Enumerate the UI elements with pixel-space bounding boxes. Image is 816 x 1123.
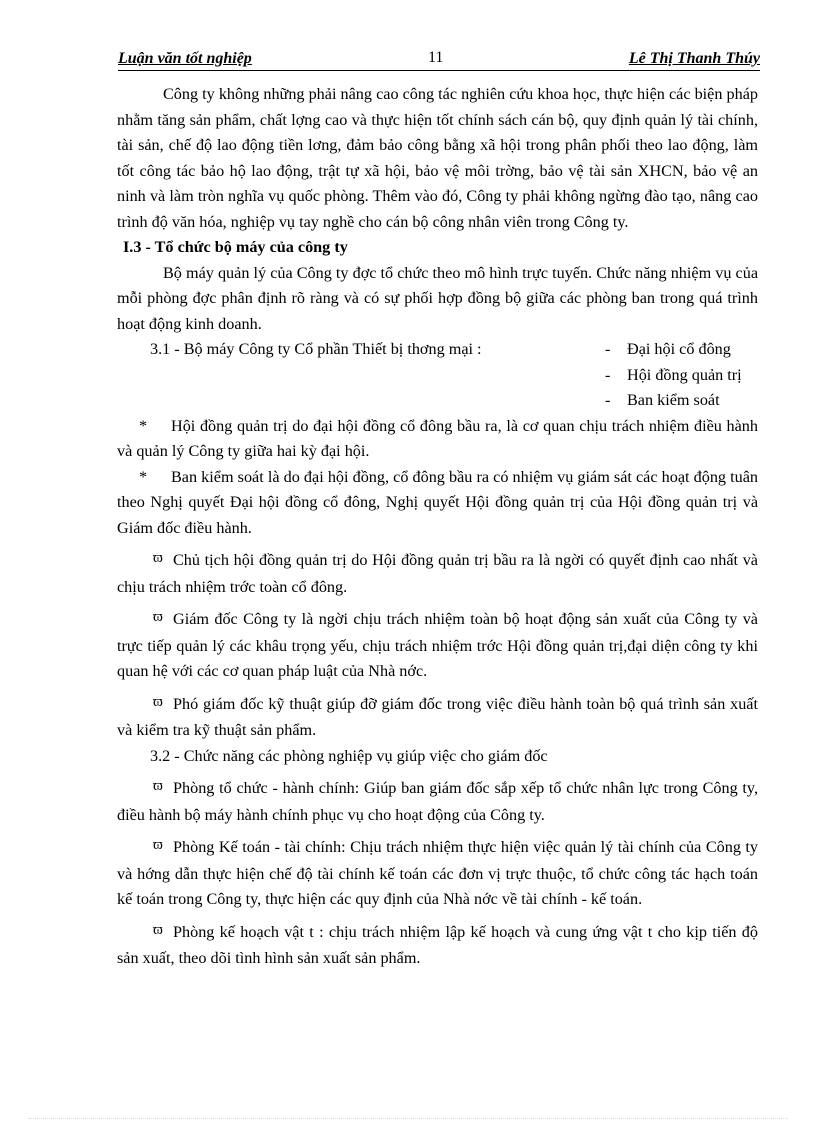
header-author-name: Lê Thị Thanh Thúy [628,50,760,67]
paragraph-text: Phòng kế hoạch vật t : chịu trách nhiệm lập kế hoạch và cung ứng vật t cho kịp tiến độ sản xuất, theo dõi tình hình sản xuất sản phẩm. [117,922,758,967]
paragraph-management-structure: Bộ máy quản lý của Công ty đợc tổ chức theo mô hình trực tuyến. Chức năng nhiệm vụ của mỗi phòng đợc phân định rõ ràng và có sự phối hợp đồng bộ giữa các phòng ban trong quá trình hoạt động kinh doanh. [117,263,758,333]
bullet-symbol-icon: ϖ [153,609,163,625]
list-item [605,337,731,363]
section-title: I.3 - Tổ chức bộ máy của công ty [123,238,348,256]
header-thesis-title: Luận văn tốt nghiệp [118,50,252,67]
paragraph-text: Giám đốc Công ty là ngời chịu trách nhiệm toàn bộ hoạt động sản xuất của Công ty và trực tiếp quản lý các khâu trọng yếu, chịu trách nhiệm trớc Hội đồng quản trị,đại diện công ty khi quan hệ với các cơ quan pháp luật của Nhà nớc. [117,610,758,680]
paragraph-deputy-director [117,692,758,744]
subsection-3-1-label: 3.1 - Bộ máy Công ty Cổ phần Thiết bị thơng mại : [150,340,482,358]
list-item [605,388,720,414]
page-bottom-divider [28,1118,788,1119]
paragraph-planning-dept [117,920,758,972]
dash-marker: - [605,365,611,384]
paragraph-supervisory-board [117,465,758,542]
paragraph-board-of-directors [117,414,758,465]
list-row [117,363,758,389]
paragraph-text: Hội đồng quản trị do đại hội đồng cổ đông bầu ra, là cơ quan chịu trách nhiệm điều hành và quản lý Công ty giữa hai kỳ đại hội. [117,416,758,460]
asterisk-marker: * [139,467,148,486]
paragraph-director [117,607,758,685]
list-item [605,363,742,389]
bullet-symbol-icon: ϖ [153,778,163,794]
document-body [117,82,758,972]
paragraph-chairman [117,548,758,600]
page-number: 11 [428,49,444,66]
paragraph-finance-dept [117,835,758,913]
paragraph-text: Chủ tịch hội đồng quản trị do Hội đồng quản trị bầu ra là ngời có quyết định cao nhất và chịu trách nhiệm trớc toàn cổ đông. [117,551,758,596]
paragraph-text: Phòng Kế toán - tài chính: Chịu trách nhiệm thực hiện việc quản lý tài chính của Công ty và hớng dẫn thực hiện chế độ tài chính kế toán các đơn vị trực thuộc, tổ chức công tác hạch toán kế toán trong Công ty, thực hiện các quy định của Nhà nớc về tài chính - kế toán. [117,838,758,908]
dash-marker: - [605,340,611,358]
bullet-symbol-icon: ϖ [153,693,163,710]
paragraph-text: Ban kiểm soát là do đại hội đồng, cổ đông bầu ra có nhiệm vụ giám sát các hoạt động tuân theo Nghị quyết Đại hội đồng cổ đông, Nghị quyết Hội đồng quản trị của Hội đồng quản trị và Giám đốc điều hành. [117,467,758,537]
page-header [118,46,760,71]
subsection-3-1 [150,337,758,363]
bullet-symbol-icon: ϖ [153,921,163,938]
list-item-label: Hội đồng quản trị [627,365,742,384]
bullet-symbol-icon: ϖ [153,837,163,853]
paragraph-text: Phòng tổ chức - hành chính: Giúp ban giám đốc sắp xếp tổ chức nhân lực trong Công ty, điều hành bộ máy hành chính phục vụ cho hoạt động của Công ty. [117,779,758,824]
dash-marker: - [605,391,611,409]
list-item-label: Đại hội cổ đông [627,340,731,358]
asterisk-marker: * [139,416,148,435]
paragraph-text: Phó giám đốc kỹ thuật giúp đỡ giám đốc trong việc điều hành toàn bộ quá trình sản xuất và kiểm tra kỹ thuật sản phẩm. [117,694,758,739]
list-row [117,388,758,414]
paragraph-company-duties: Công ty không những phải nâng cao công tác nghiên cứu khoa học, thực hiện các biện pháp nhằm tăng sản phẩm, chất lợng cao và thực hiện tốt chính sách cán bộ, quy định quản lý tài chính, tài sản, chế độ lao động tiền lơng, đảm bảo công bằng xã hội trong phân phối theo lao động, làm tốt công tác bảo hộ lao động, trật tự xã hội, bảo vệ môi trờng, bảo vệ tài sản XHCN, bảo vệ an ninh và làm tròn nghĩa vụ quốc phòng. Thêm vào đó, Công ty phải không ngừng đào tạo, nâng cao trình độ văn hóa, nghiệp vụ tay nghề cho cán bộ công nhân viên trong Công ty. [117,85,758,231]
list-item-label: Ban kiểm soát [627,391,720,409]
paragraph-admin-dept [117,776,758,828]
subsection-3-2-label: 3.2 - Chức năng các phòng nghiệp vụ giúp việc cho giám đốc [150,746,548,765]
bullet-symbol-icon: ϖ [153,550,163,566]
